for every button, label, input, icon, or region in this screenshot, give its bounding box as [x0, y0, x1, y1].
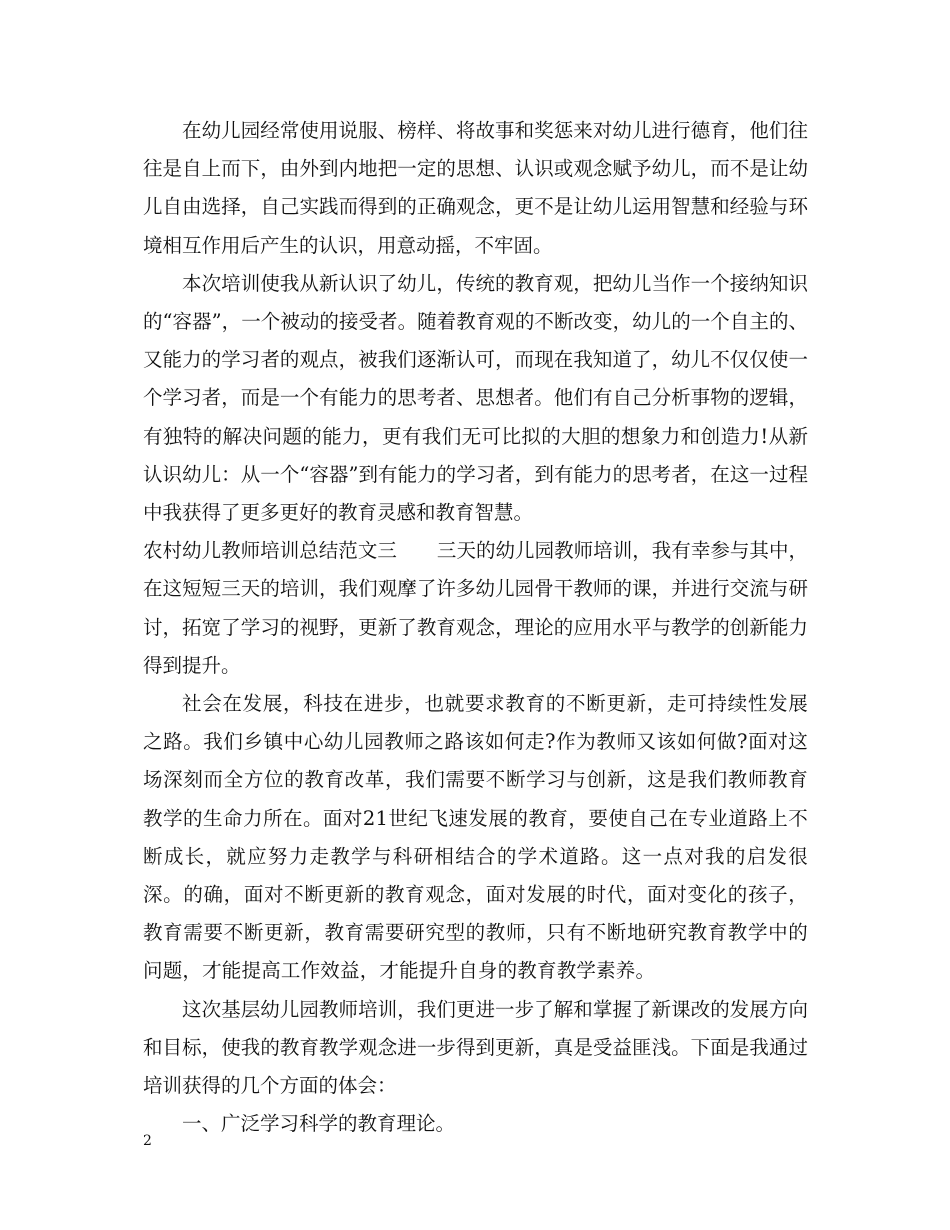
paragraph-social-development: 社会在发展，科技在进步，也就要求教育的不断更新，走可持续性发展之路。我们乡镇中心幼儿园教师之路该如何走?作为教师又该如何做?面对这场深刻而全方位的教育改革，我们需要不断学习与创新，这是我们教师教育教学的生命力所在。面对21世纪飞速发展的教育，要使自己在专业道路上不断成长，就应努力走教学与科研相结合的学术道路。这一点对我的启发很深。的确，面对不断更新的教育观念，面对发展的时代，面对变化的孩子，教育需要不断更新，教育需要研究型的教师，只有不断地研究教育教学中的问题，才能提高工作效益，才能提升自身的教育教学素养。 [143, 692, 808, 983]
section-text: 三天的幼儿园教师培训，我有幸参与其中，在这短短三天的培训，我们观摩了许多幼儿园骨干教师的课，并进行交流与研讨，拓宽了学习的视野，更新了教育观念，理论的应用水平与教学的创新能力得到提升。 [143, 539, 808, 677]
paragraph-recognize-children: 本次培训使我从新认识了幼儿，传统的教育观，把幼儿当作一个接纳知识的“容器”，一个被动的接受者。随着教育观的不断改变，幼儿的一个自主的、又能力的学习者的观点，被我们逐渐认可，而现在我知道了，幼儿不仅仅使一个学习者，而是一个有能力的思考者、思想者。他们有自己分析事物的逻辑，有独特的解决问题的能力，更有我们无可比拟的大胆的想象力和创造力!从新认识幼儿：从一个“容器”到有能力的学习者，到有能力的思考者，在这一过程中我获得了更多更好的教育灵感和教育智慧。 [143, 271, 808, 525]
paragraph-sample-three [143, 532, 808, 685]
paragraph-moral-education: 在幼儿园经常使用说服、榜样、将故事和奖惩来对幼儿进行德育，他们往往是自上而下，由外到内地把一定的思想、认识或观念赋予幼儿，而不是让幼儿自由选择，自己实践而得到的正确观念，更不是让幼儿运用智慧和经验与环境相互作用后产生的认识，用意动摇，不牢固。 [143, 119, 808, 257]
paragraph-point-one: 一、广泛学习科学的教育理论。 [182, 1112, 456, 1136]
paragraph-training-reflection: 这次基层幼儿园教师培训，我们更进一步了解和掌握了新课改的发展方向和目标，使我的教育教学观念进一步得到更新，真是受益匪浅。下面是我通过培训获得的几个方面的体会： [143, 997, 808, 1098]
section-title: 农村幼儿教师培训总结范文三 [143, 539, 397, 563]
document-body [143, 112, 808, 1143]
page-number: 2 [143, 1133, 152, 1149]
